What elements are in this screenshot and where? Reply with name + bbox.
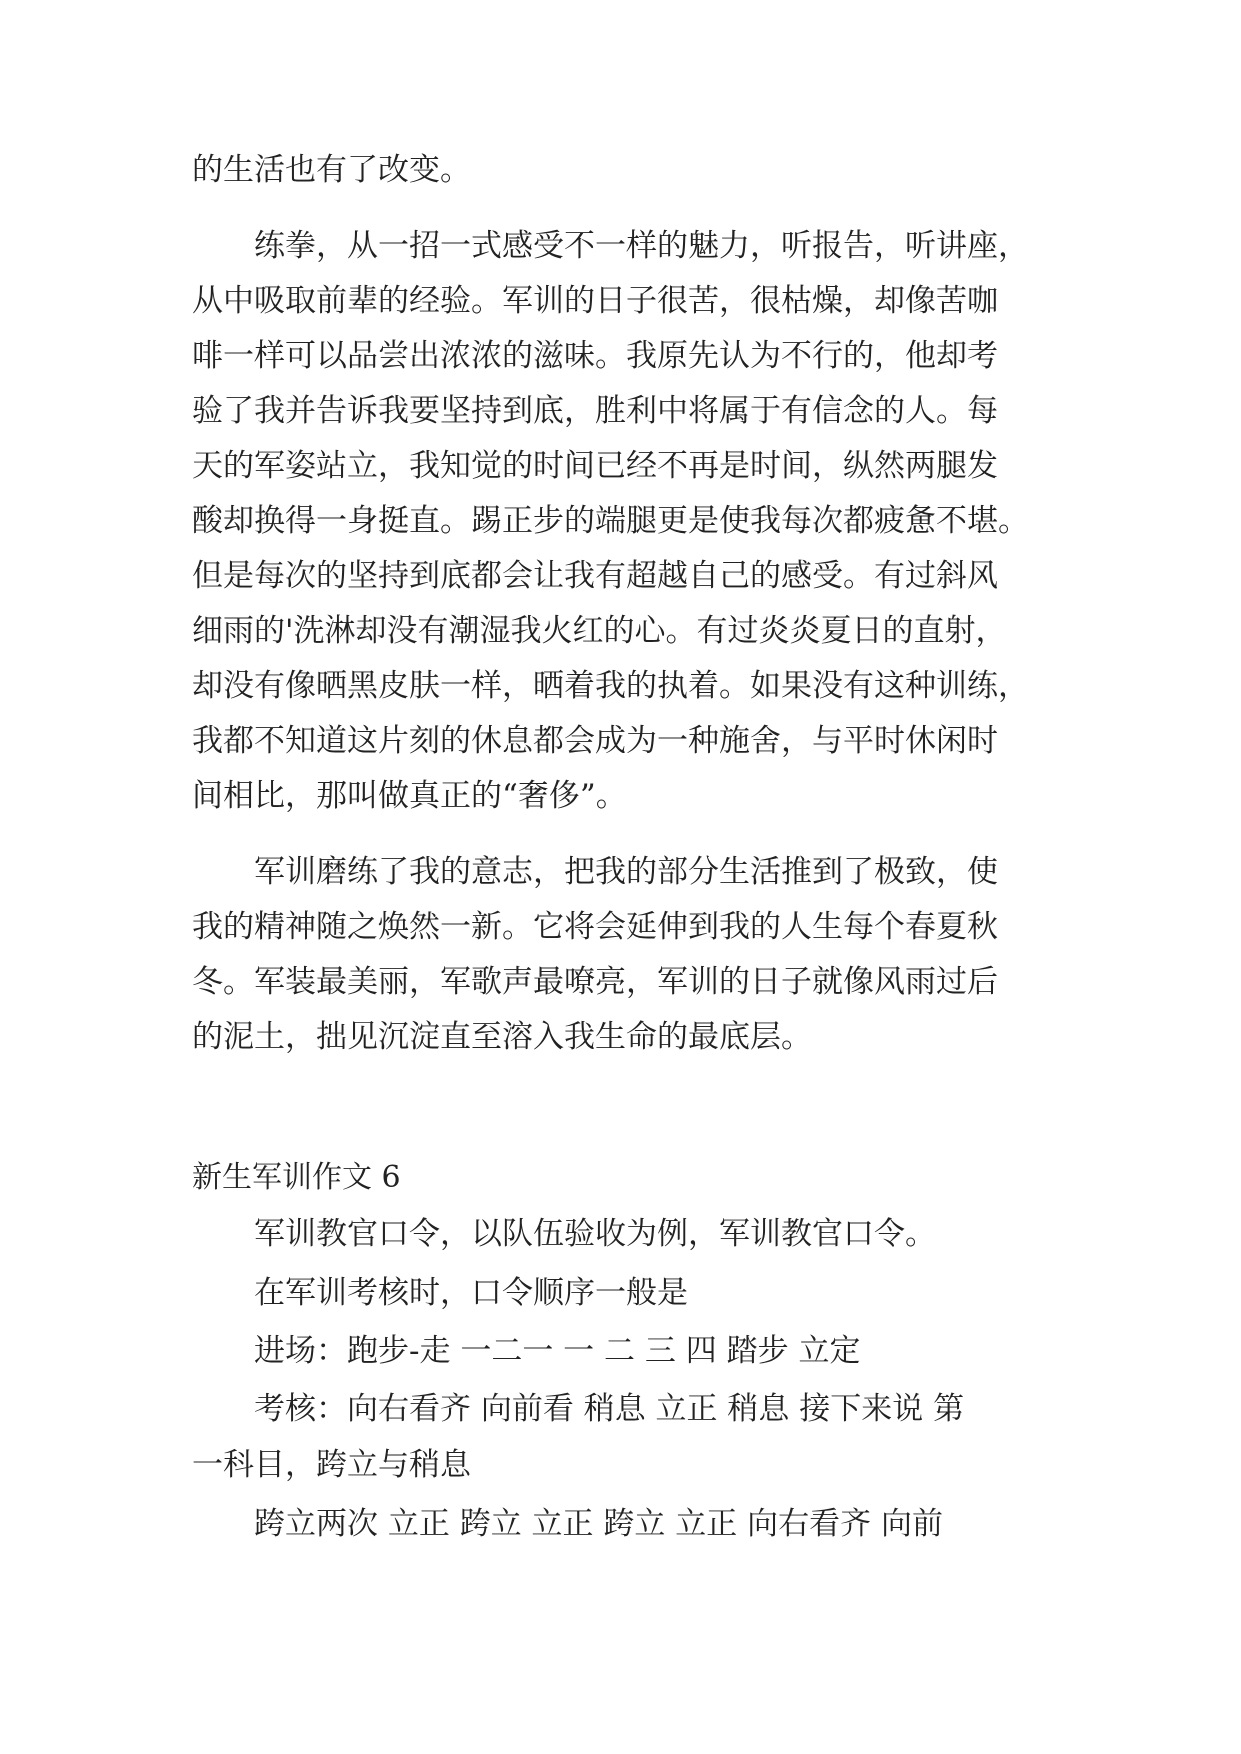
text-line: 冬。军装最美丽，军歌声最嘹亮，军训的日子就像风雨过后 [192,964,998,1000]
text-line: 酸却换得一身挺直。踢正步的端腿更是使我每次都疲惫不堪。 [192,503,1029,539]
text-line: 但是每次的坚持到底都会让我有超越自己的感受。有过斜风 [192,558,998,594]
paragraph-start: 军训磨练了我的意志，把我的部分生活推到了极致，使 [254,854,998,890]
text-line: 从中吸取前辈的经验。军训的日子很苦，很枯燥，却像苦咖 [192,283,998,319]
text-line: 的泥土，拙见沉淀直至溶入我生命的最底层。 [192,1019,812,1055]
text-line: 天的军姿站立，我知觉的时间已经不再是时间，纵然两腿发 [192,448,998,484]
text-line: 间相比，那叫做真正的“奢侈”。 [192,778,627,814]
paragraph-start: 进场：跑步-走 一二一 一 二 三 四 踏步 立定 [254,1333,861,1369]
text-line: 细雨的'洗淋却没有潮湿我火红的心。有过炎炎夏日的直射， [192,613,1007,649]
text-line: 我都不知道这片刻的休息都会成为一种施舍，与平时休闲时 [192,723,998,759]
text-line: 的生活也有了改变。 [192,152,471,188]
paragraph-start: 在军训考核时，口令顺序一般是 [254,1275,688,1311]
text-line: 啡一样可以品尝出浓浓的滋味。我原先认为不行的，他却考 [192,338,998,374]
section-heading: 新生军训作文 6 [192,1160,401,1195]
paragraph-start: 练拳，从一招一式感受不一样的魅力，听报告，听讲座， [254,228,1029,264]
text-line: 验了我并告诉我要坚持到底，胜利中将属于有信念的人。每 [192,393,998,429]
paragraph-start: 军训教官口令，以队伍验收为例，军训教官口令。 [254,1216,936,1252]
text-line: 却没有像晒黑皮肤一样，晒着我的执着。如果没有这种训练， [192,668,1029,704]
text-line: 一科目，跨立与稍息 [192,1447,471,1483]
paragraph-start: 考核：向右看齐 向前看 稍息 立正 稍息 接下来说 第 [254,1391,965,1427]
paragraph-start: 跨立两次 立正 跨立 立正 跨立 立正 向右看齐 向前 [254,1506,943,1542]
text-line: 我的精神随之焕然一新。它将会延伸到我的人生每个春夏秋 [192,909,998,945]
